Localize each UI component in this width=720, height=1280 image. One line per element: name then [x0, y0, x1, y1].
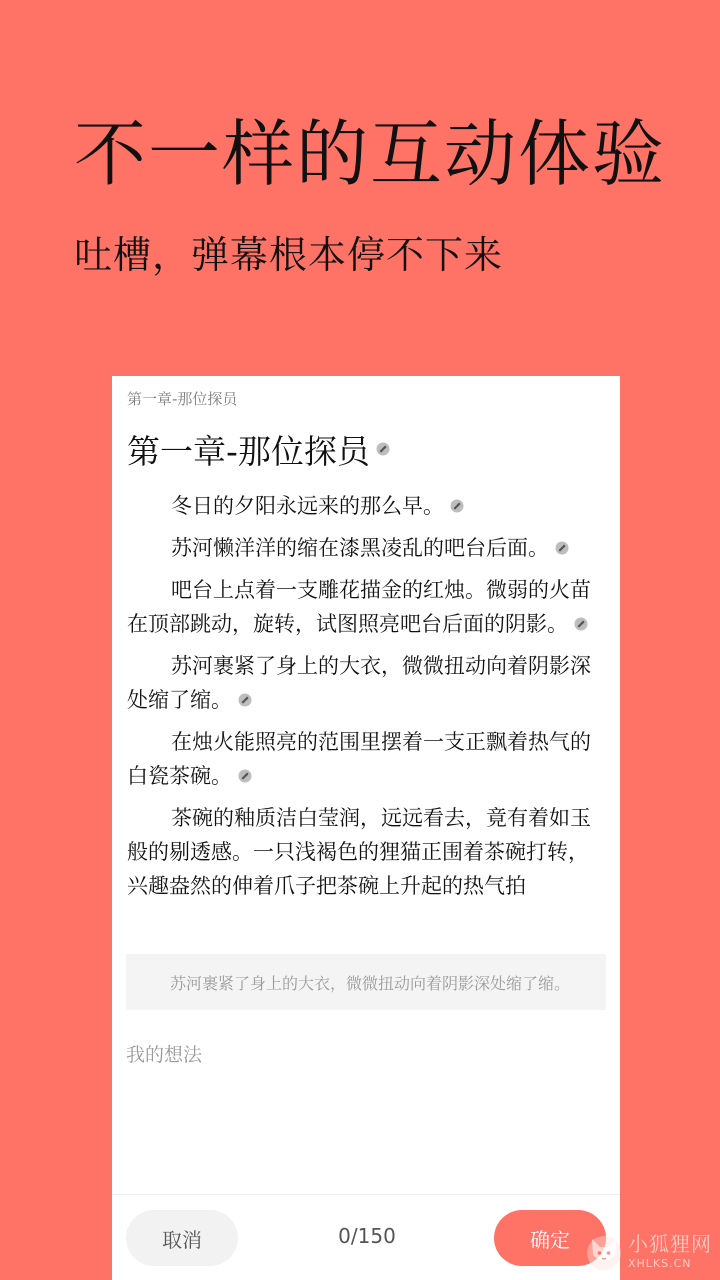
paragraph-text: 苏河裹紧了身上的大衣，微微扭动向着阴影深处缩了缩。 — [127, 654, 591, 712]
paragraph[interactable] — [127, 649, 605, 717]
char-counter: 0/150 — [338, 1224, 396, 1248]
paragraph-text: 吧台上点着一支雕花描金的红烛。微弱的火苗在顶部跳动，旋转，试图照亮吧台后面的阴影。 — [127, 578, 591, 636]
watermark-en: XHLKS.CN — [628, 1256, 692, 1270]
chapter-title-text: 第一章-那位探员 — [127, 432, 370, 471]
paragraph-list — [127, 489, 605, 911]
pencil-edit-icon[interactable] — [238, 769, 252, 783]
watermark-text — [628, 1231, 712, 1270]
pencil-edit-icon[interactable] — [574, 617, 588, 631]
quoted-paragraph — [126, 954, 606, 1010]
pencil-edit-icon[interactable] — [555, 541, 569, 555]
fox-logo-icon — [584, 1231, 624, 1271]
paragraph[interactable] — [127, 801, 605, 903]
chapter-title — [127, 426, 390, 473]
watermark-cn: 小狐狸网 — [628, 1231, 712, 1256]
pencil-edit-icon[interactable] — [376, 442, 390, 456]
my-thoughts-input[interactable] — [126, 1034, 606, 1184]
cancel-button[interactable]: 取消 — [126, 1210, 238, 1266]
paragraph-text: 苏河懒洋洋的缩在漆黑凌乱的吧台后面。 — [171, 536, 549, 560]
paragraph-text: 茶碗的釉质洁白莹润，远远看去，竟有着如玉般的剔透感。一只浅褐色的狸猫正围着茶碗打转，兴趣盎然的伸着爪子把茶碗上升起的热气拍 — [127, 806, 591, 898]
reader-pane[interactable] — [112, 376, 620, 936]
site-watermark — [584, 1226, 716, 1276]
paragraph[interactable] — [127, 531, 605, 565]
promo-headline: 不一样的互动体验 — [74, 112, 667, 196]
pencil-edit-icon[interactable] — [450, 499, 464, 513]
pencil-edit-icon[interactable] — [238, 693, 252, 707]
comment-card — [112, 376, 620, 1280]
chapter-breadcrumb: 第一章-那位探员 — [127, 390, 238, 408]
footer-divider — [112, 1194, 620, 1195]
paragraph[interactable] — [127, 489, 605, 523]
paragraph-text: 在烛火能照亮的范围里摆着一支正飘着热气的白瓷茶碗。 — [127, 730, 591, 788]
paragraph-text: 冬日的夕阳永远来的那么早。 — [171, 494, 444, 518]
promo-subline: 吐槽，弹幕根本停不下来 — [74, 233, 504, 277]
quoted-text: 苏河裹紧了身上的大衣，微微扭动向着阴影深处缩了缩。 — [170, 973, 571, 993]
confirm-button[interactable]: 确定 — [494, 1210, 606, 1266]
paragraph[interactable] — [127, 573, 605, 641]
paragraph[interactable] — [127, 725, 605, 793]
